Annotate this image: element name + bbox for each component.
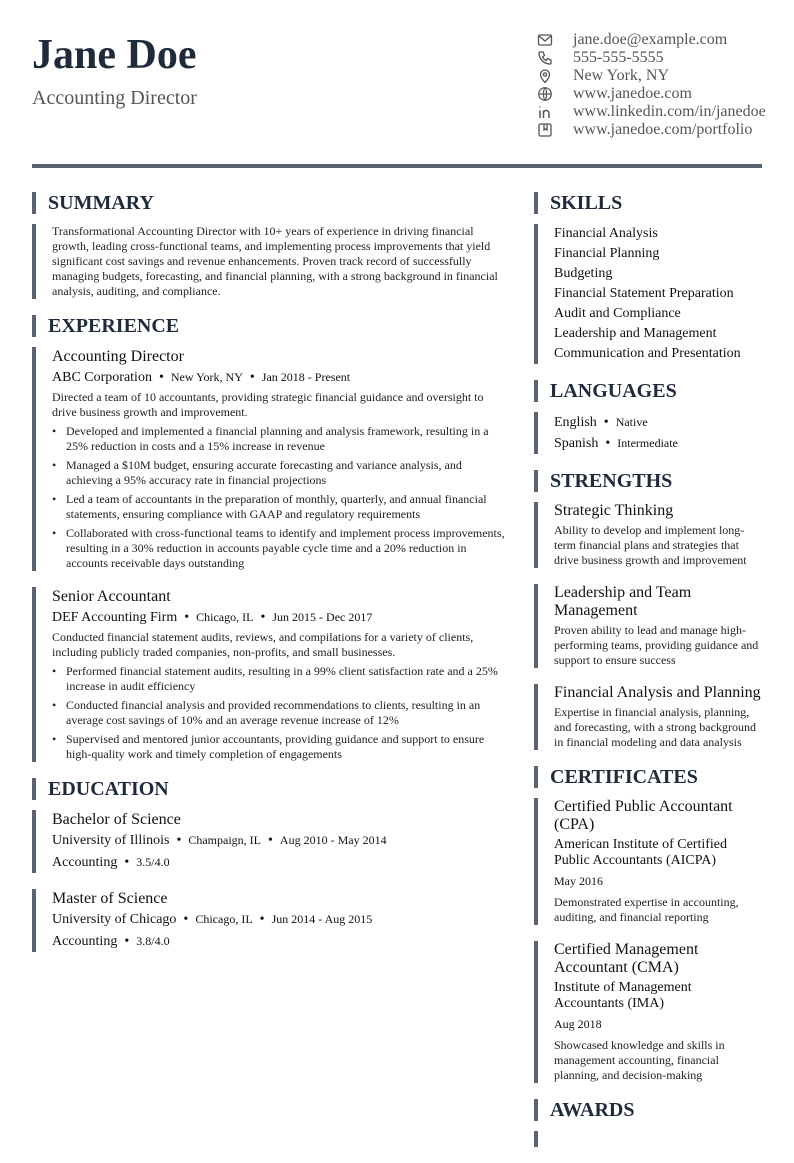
separator-dot: • <box>124 934 130 949</box>
job-dates: Jan 2018 - Present <box>261 370 351 384</box>
degree-name: Bachelor of Science <box>52 811 181 828</box>
school-meta <box>52 909 510 930</box>
separator-dot: • <box>603 415 609 430</box>
globe-icon <box>536 85 554 103</box>
phone-icon <box>536 49 554 67</box>
languages-heading: LANGUAGES <box>534 380 764 402</box>
job-company: DEF Accounting Firm <box>52 610 178 625</box>
contact-linkedin[interactable] <box>536 103 766 121</box>
separator-dot: • <box>184 610 190 625</box>
separator-dot: • <box>259 912 265 927</box>
portfolio-icon <box>536 121 554 139</box>
field-meta <box>52 852 510 873</box>
certificate-issuer: Institute of Management Accountants (IMA) <box>554 980 692 1011</box>
location-pin-icon <box>536 67 554 85</box>
language-level: Intermediate <box>617 436 678 450</box>
job-bullet: • Performed financial statement audits, resulting in a 99% client satisfaction rate and a 25% increase in audit efficiency <box>52 664 510 694</box>
awards-heading: AWARDS <box>534 1099 764 1121</box>
strength-entry <box>534 502 764 568</box>
job-title: Senior Accountant <box>52 588 171 605</box>
contact-location-text: New York, NY <box>573 67 670 84</box>
education-entry <box>32 889 510 952</box>
school-location: Chicago, IL <box>195 912 253 926</box>
school-dates: Jun 2014 - Aug 2015 <box>271 912 373 926</box>
summary-block <box>32 224 510 299</box>
header-divider <box>32 164 762 168</box>
separator-dot: • <box>176 833 182 848</box>
education-entry <box>32 810 510 873</box>
experience-entry <box>32 347 510 571</box>
contact-linkedin-text: www.linkedin.com/in/janedoe <box>573 103 766 120</box>
contact-list <box>536 31 766 139</box>
separator-dot: • <box>268 833 273 848</box>
job-bullet: • Managed a $10M budget, ensuring accurate forecasting and variance analysis, and achieving a 95% accuracy rate in financial projections <box>52 458 510 488</box>
summary-heading: SUMMARY <box>32 192 510 214</box>
job-dates: Jun 2015 - Dec 2017 <box>272 610 373 624</box>
separator-dot: • <box>183 912 189 927</box>
education-heading: EDUCATION <box>32 778 510 800</box>
skill-item: Audit and Compliance <box>554 306 681 321</box>
contact-website-text: www.janedoe.com <box>573 85 692 102</box>
skill-item: Financial Analysis <box>554 226 658 241</box>
language-name: English <box>554 415 597 430</box>
strength-description: Ability to develop and implement long-term financial plans and strategies that drive business growth and improvement <box>554 523 747 567</box>
job-bullets <box>52 424 510 571</box>
school-meta <box>52 830 510 851</box>
linkedin-icon <box>536 103 554 121</box>
skill-item: Communication and Presentation <box>554 346 741 361</box>
gpa: 3.5/4.0 <box>136 855 170 869</box>
strength-title: Strategic Thinking <box>554 502 674 519</box>
strength-title: Leadership and Team Management <box>554 584 692 619</box>
language-name: Spanish <box>554 436 599 451</box>
contact-email[interactable] <box>536 31 766 49</box>
languages-block <box>534 412 764 454</box>
separator-dot: • <box>249 370 255 385</box>
job-bullets <box>52 664 510 762</box>
job-description: Conducted financial statement audits, reviews, and compilations for a variety of clients, including publicly traded companies, non-profits, and small businesses. <box>52 630 474 659</box>
skills-block <box>534 224 764 364</box>
strength-description: Proven ability to lead and manage high-performing teams, providing guidance and support to ensure success <box>554 623 759 667</box>
strength-entry <box>534 684 764 750</box>
job-bullet: • Led a team of accountants in the preparation of monthly, quarterly, and annual financial statements, ensuring compliance with GAAP and regulatory requirements <box>52 492 510 522</box>
language-level: Native <box>615 415 648 429</box>
certificate-description: Showcased knowledge and skills in management accounting, financial planning, and decision-making <box>554 1038 725 1082</box>
contact-location <box>536 67 766 85</box>
certificate-issuer: American Institute of Certified Public Accountants (AICPA) <box>554 837 727 868</box>
field-of-study: Accounting <box>52 934 118 949</box>
skill-item: Financial Statement Preparation <box>554 286 734 301</box>
certificate-entry <box>534 941 764 1083</box>
job-bullet: • Conducted financial analysis and provided recommendations to clients, resulting in an average cost savings of 10% and an average revenue increase of 12% <box>52 698 510 728</box>
separator-dot: • <box>605 436 611 451</box>
skill-item: Financial Planning <box>554 246 660 261</box>
gpa: 3.8/4.0 <box>136 934 170 948</box>
certificate-date: May 2016 <box>554 874 603 888</box>
certificate-date: Aug 2018 <box>554 1017 602 1031</box>
skill-item: Budgeting <box>554 266 613 281</box>
mail-icon <box>536 31 554 49</box>
skill-item: Leadership and Management <box>554 326 717 341</box>
strength-description: Expertise in financial analysis, planning, and forecasting, with a strong background in financial modeling and data analysis <box>554 705 756 749</box>
candidate-title: Accounting Director <box>32 87 197 109</box>
awards-block <box>534 1131 764 1147</box>
school-name: University of Illinois <box>52 833 170 848</box>
certificate-description: Demonstrated expertise in accounting, auditing, and financial reporting <box>554 895 739 924</box>
certificates-heading: CERTIFICATES <box>534 766 764 788</box>
job-company: ABC Corporation <box>52 370 152 385</box>
language-item <box>554 412 764 433</box>
contact-phone-text: 555-555-5555 <box>573 49 664 66</box>
job-bullet: • Collaborated with cross-functional teams to identify and implement process improvements, resulting in a 30% reduction in accounts payable cycle time and a 20% reduction in accounts receivable days outstanding <box>52 526 510 571</box>
field-of-study: Accounting <box>52 855 118 870</box>
school-dates: Aug 2010 - May 2014 <box>279 833 387 847</box>
job-location: Chicago, IL <box>196 610 254 624</box>
contact-email-text: jane.doe@example.com <box>573 31 728 48</box>
school-location: Champaign, IL <box>188 833 261 847</box>
contact-portfolio-text: www.janedoe.com/portfolio <box>573 121 753 138</box>
left-column <box>32 190 510 968</box>
strength-entry <box>534 584 764 668</box>
separator-dot: • <box>124 855 130 870</box>
degree-name: Master of Science <box>52 890 168 907</box>
school-name: University of Chicago <box>52 912 177 927</box>
separator-dot: • <box>260 610 266 625</box>
job-location: New York, NY <box>170 370 243 384</box>
candidate-name: Jane Doe <box>32 32 197 78</box>
contact-phone[interactable] <box>536 49 766 67</box>
job-bullet: • Supervised and mentored junior accountants, providing guidance and support to ensure high-quality work and timely completion of engagements <box>52 732 510 762</box>
summary-text: Transformational Accounting Director with 10+ years of experience in driving financial growth, leading cross-functional teams, and implementing process improvements that yield significant cost savings and revenue enhancements. Proven track record of successfully managing budgets, forecasting, and financial planning, with a strong background in financial analysis, auditing, and compliance. <box>52 224 498 298</box>
field-meta <box>52 931 510 952</box>
strength-title: Financial Analysis and Planning <box>554 684 761 701</box>
separator-dot: • <box>158 370 164 385</box>
experience-heading: EXPERIENCE <box>32 315 510 337</box>
certificate-entry <box>534 798 764 925</box>
job-meta <box>52 367 510 388</box>
contact-portfolio[interactable] <box>536 121 766 139</box>
strengths-heading: STRENGTHS <box>534 470 764 492</box>
certificate-title: Certified Management Accountant (CMA) <box>554 941 699 976</box>
language-item <box>554 433 764 454</box>
skills-heading: SKILLS <box>534 192 764 214</box>
right-column <box>534 190 764 1163</box>
certificate-title: Certified Public Accountant (CPA) <box>554 798 733 833</box>
experience-entry <box>32 587 510 762</box>
job-description: Directed a team of 10 accountants, providing strategic financial guidance and oversight to drive business growth and improvement. <box>52 390 484 419</box>
job-meta <box>52 607 510 628</box>
job-title: Accounting Director <box>52 348 184 365</box>
job-bullet: • Developed and implemented a financial planning and analysis framework, resulting in a 25% reduction in costs and a 15% increase in revenue <box>52 424 510 454</box>
contact-website[interactable] <box>536 85 766 103</box>
